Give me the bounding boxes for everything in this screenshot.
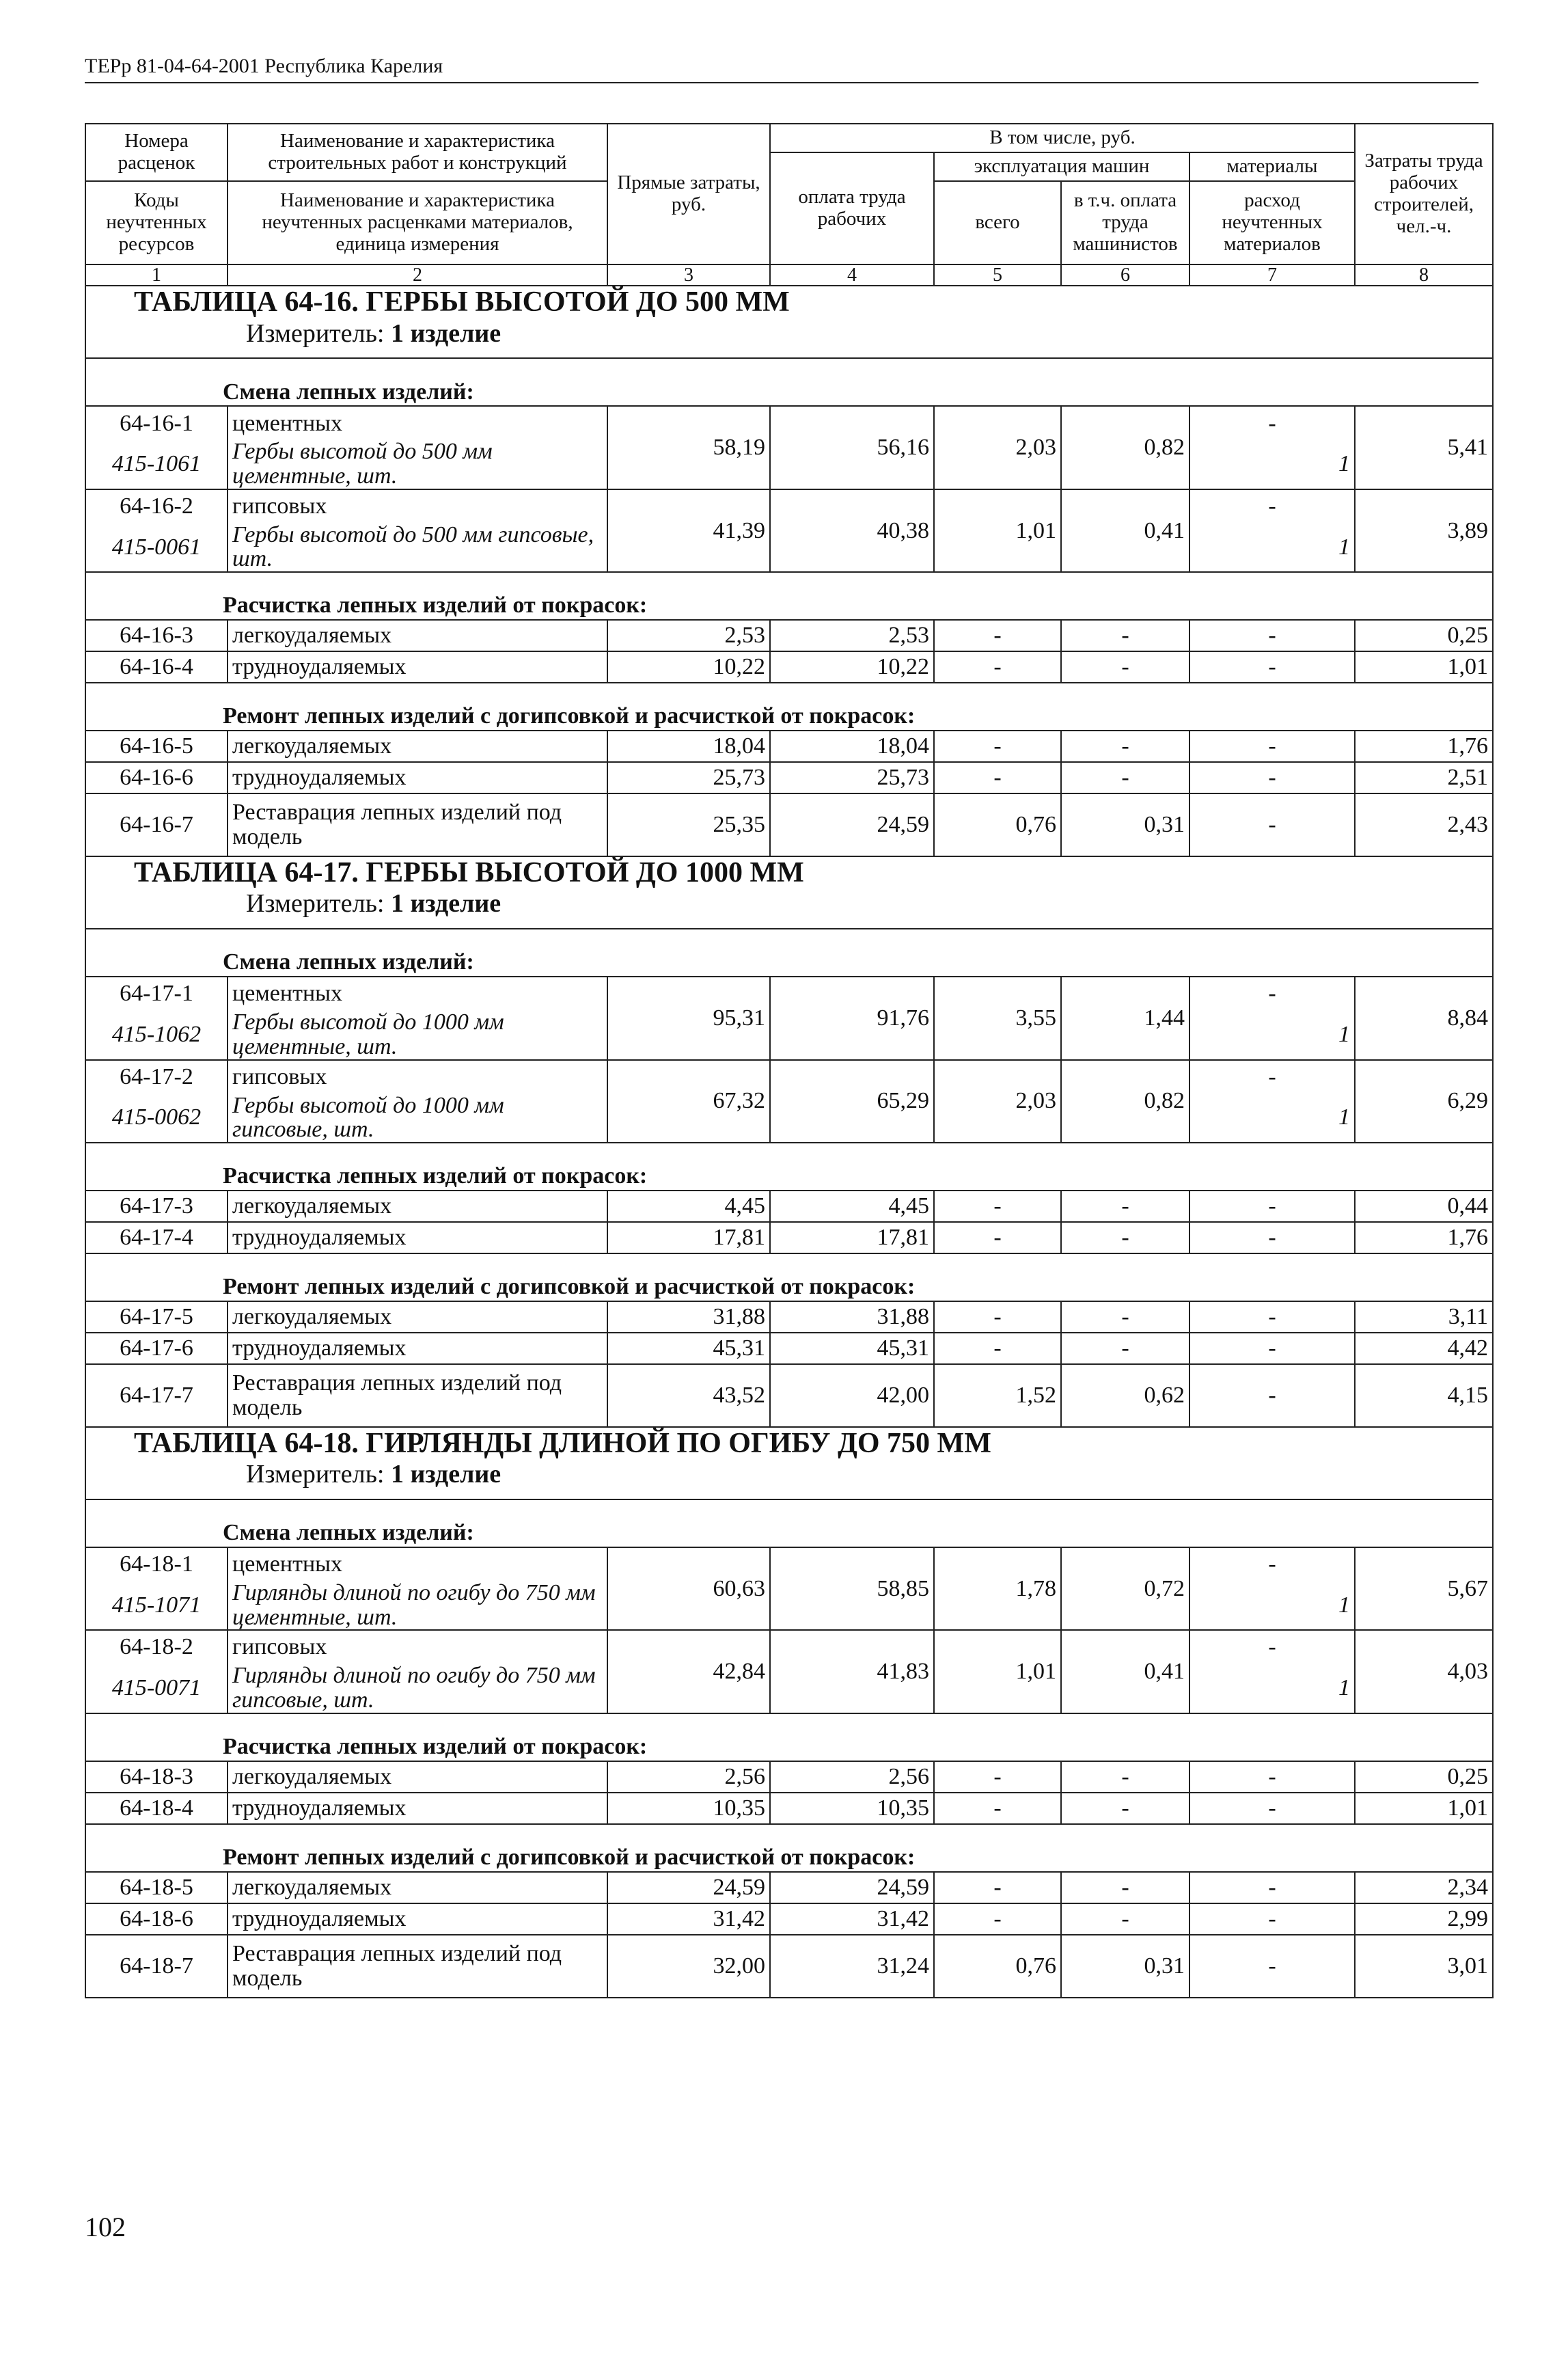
col-machines: эксплуатация машин: [934, 152, 1189, 181]
machines-operators: 0,31: [1061, 1935, 1189, 1998]
labor-pay: 2,53: [770, 620, 934, 651]
direct-costs: 95,31: [607, 977, 770, 1059]
rate-name: легкоудаляемых: [228, 1761, 607, 1793]
table-row: [85, 489, 1493, 523]
materials-use: 1: [1189, 1663, 1355, 1713]
materials-value: -: [1189, 1630, 1355, 1663]
section-label: Ремонт лепных изделий с догипсовкой и расчисткой от покрасок:: [223, 703, 916, 729]
col-materials: материалы: [1189, 152, 1355, 181]
table-row: [85, 1547, 1493, 1581]
materials-value: -: [1189, 1060, 1355, 1093]
labor-hours: 8,84: [1355, 977, 1493, 1059]
direct-costs: 31,42: [607, 1903, 770, 1935]
materials-value: -: [1189, 651, 1355, 683]
labor-hours: 5,67: [1355, 1547, 1493, 1630]
rate-code: 64-18-3: [85, 1761, 228, 1793]
col-machines-total: всего: [934, 181, 1061, 264]
machines-operators: 0,72: [1061, 1547, 1189, 1630]
materials-value: -: [1189, 1793, 1355, 1824]
labor-hours: 4,42: [1355, 1333, 1493, 1364]
machines-operators: 0,31: [1061, 793, 1189, 856]
section-cell: [85, 1824, 1493, 1872]
rates-table: [85, 123, 1494, 1998]
labor-pay: 10,22: [770, 651, 934, 683]
labor-pay: 31,88: [770, 1301, 934, 1333]
rate-name: легкоудаляемых: [228, 620, 607, 651]
section-label: Ремонт лепных изделий с догипсовкой и расчисткой от покрасок:: [223, 1844, 916, 1870]
table-row: [85, 1793, 1493, 1824]
table-row: [85, 651, 1493, 683]
labor-hours: 3,11: [1355, 1301, 1493, 1333]
rate-code: 64-18-6: [85, 1903, 228, 1935]
table-row: [85, 1872, 1493, 1903]
machines-operators: -: [1061, 1872, 1189, 1903]
materials-use: 1: [1189, 1581, 1355, 1630]
machines-operators: 0,82: [1061, 406, 1189, 489]
col-including: В том числе, руб.: [770, 124, 1355, 152]
rate-name: трудноудаляемых: [228, 1333, 607, 1364]
table-measure: [86, 1459, 1492, 1491]
section-cell: [85, 929, 1493, 977]
materials-value: -: [1189, 1364, 1355, 1427]
labor-hours: 1,76: [1355, 731, 1493, 762]
section-cell: [85, 683, 1493, 731]
rate-name: трудноудаляемых: [228, 1222, 607, 1253]
unaccounted-name: Гербы высотой до 1000 мм гипсовые, шт.: [228, 1093, 607, 1143]
measure-value: 1 изделие: [391, 889, 501, 919]
labor-hours: 3,01: [1355, 1935, 1493, 1998]
labor-pay: 31,24: [770, 1935, 934, 1998]
section-row: [85, 358, 1493, 406]
labor-pay: 42,00: [770, 1364, 934, 1427]
machines-total: 0,76: [934, 1935, 1061, 1998]
machines-total: -: [934, 1872, 1061, 1903]
machines-total: 0,76: [934, 793, 1061, 856]
materials-use: 1: [1189, 439, 1355, 489]
unaccounted-code: 415-1071: [85, 1581, 228, 1630]
machines-total: -: [934, 1793, 1061, 1824]
column-number: 3: [607, 264, 770, 286]
direct-costs: 10,22: [607, 651, 770, 683]
rate-name: гипсовых: [228, 1630, 607, 1663]
document-header: ТЕРр 81-04-64-2001 Республика Карелия: [85, 55, 1478, 83]
direct-costs: 42,84: [607, 1630, 770, 1713]
unaccounted-code: 415-0061: [85, 523, 228, 572]
machines-total: 1,01: [934, 489, 1061, 572]
machines-total: -: [934, 1222, 1061, 1253]
machines-operators: -: [1061, 1903, 1189, 1935]
unaccounted-name: Гербы высотой до 500 мм гипсовые, шт.: [228, 523, 607, 572]
section-cell: [85, 1499, 1493, 1547]
table-row: [85, 1364, 1493, 1427]
direct-costs: 25,73: [607, 762, 770, 793]
direct-costs: 18,04: [607, 731, 770, 762]
section-label: Расчистка лепных изделий от покрасок:: [223, 1733, 648, 1759]
direct-costs: 25,35: [607, 793, 770, 856]
machines-operators: -: [1061, 1301, 1189, 1333]
measure-value: 1 изделие: [391, 1460, 501, 1489]
labor-hours: 2,51: [1355, 762, 1493, 793]
labor-hours: 2,99: [1355, 1903, 1493, 1935]
rate-name: легкоудаляемых: [228, 1301, 607, 1333]
machines-operators: 0,41: [1061, 1630, 1189, 1713]
section-label: Смена лепных изделий:: [223, 1520, 474, 1546]
unaccounted-code: 415-1062: [85, 1010, 228, 1059]
table-header: [85, 124, 1493, 286]
column-number: 5: [934, 264, 1061, 286]
unaccounted-name: Гирлянды длиной по огибу до 750 мм гипсовые, шт.: [228, 1663, 607, 1713]
materials-value: -: [1189, 1761, 1355, 1793]
table-row: [85, 1333, 1493, 1364]
table-title: ТАБЛИЦА 64-16. ГЕРБЫ ВЫСОТОЙ ДО 500 ММ: [134, 286, 790, 318]
table-title-row: [85, 286, 1493, 358]
section-row: [85, 1143, 1493, 1191]
table-title-row: [85, 856, 1493, 929]
machines-operators: 0,41: [1061, 489, 1189, 572]
rate-code: 64-18-1: [85, 1547, 228, 1581]
materials-use: 1: [1189, 523, 1355, 572]
rate-name: легкоудаляемых: [228, 731, 607, 762]
rate-code: 64-16-2: [85, 489, 228, 523]
labor-pay: 91,76: [770, 977, 934, 1059]
machines-operators: -: [1061, 1222, 1189, 1253]
rate-code: 64-17-5: [85, 1301, 228, 1333]
machines-total: 1,01: [934, 1630, 1061, 1713]
rate-name: трудноудаляемых: [228, 1903, 607, 1935]
section-label: Расчистка лепных изделий от покрасок:: [223, 593, 648, 619]
labor-pay: 2,56: [770, 1761, 934, 1793]
table-row: [85, 406, 1493, 439]
labor-hours: 2,34: [1355, 1872, 1493, 1903]
table-row: [85, 1301, 1493, 1333]
column-numbers-row: [85, 264, 1493, 286]
labor-pay: 18,04: [770, 731, 934, 762]
table-row: [85, 1060, 1493, 1093]
rate-name: легкоудаляемых: [228, 1191, 607, 1222]
table-title-row: [85, 1427, 1493, 1499]
rate-code: 64-18-2: [85, 1630, 228, 1663]
labor-hours: 0,44: [1355, 1191, 1493, 1222]
materials-value: -: [1189, 1935, 1355, 1998]
machines-total: -: [934, 1333, 1061, 1364]
table-title-cell: [85, 856, 1493, 929]
machines-operators: 0,82: [1061, 1060, 1189, 1143]
unaccounted-name: Гирлянды длиной по огибу до 750 мм цементные, шт.: [228, 1581, 607, 1630]
unaccounted-name: Гербы высотой до 1000 мм цементные, шт.: [228, 1010, 607, 1059]
labor-hours: 4,03: [1355, 1630, 1493, 1713]
table-row: [85, 1630, 1493, 1663]
section-label: Ремонт лепных изделий с догипсовкой и расчисткой от покрасок:: [223, 1274, 916, 1300]
table-title-cell: [85, 1427, 1493, 1499]
section-row: [85, 1253, 1493, 1301]
labor-pay: 25,73: [770, 762, 934, 793]
machines-total: -: [934, 620, 1061, 651]
labor-hours: 1,01: [1355, 1793, 1493, 1824]
column-number: 7: [1189, 264, 1355, 286]
labor-pay: 24,59: [770, 793, 934, 856]
materials-value: -: [1189, 1333, 1355, 1364]
measure-value: 1 изделие: [391, 318, 501, 348]
rate-name: цементных: [228, 406, 607, 439]
labor-pay: 17,81: [770, 1222, 934, 1253]
rate-code: 64-16-1: [85, 406, 228, 439]
machines-total: -: [934, 762, 1061, 793]
table-body: [85, 286, 1493, 1997]
labor-pay: 58,85: [770, 1547, 934, 1630]
column-number: 4: [770, 264, 934, 286]
table-row: [85, 1903, 1493, 1935]
col-labor-costs: Затраты труда рабочих строителей, чел.-ч.: [1355, 124, 1493, 264]
labor-pay: 10,35: [770, 1793, 934, 1824]
direct-costs: 10,35: [607, 1793, 770, 1824]
rate-code: 64-16-4: [85, 651, 228, 683]
machines-operators: -: [1061, 1761, 1189, 1793]
materials-value: -: [1189, 1872, 1355, 1903]
labor-hours: 3,89: [1355, 489, 1493, 572]
materials-value: -: [1189, 793, 1355, 856]
machines-total: 2,03: [934, 1060, 1061, 1143]
rate-code: 64-18-7: [85, 1935, 228, 1998]
table-row: [85, 1191, 1493, 1222]
unaccounted-code: 415-0062: [85, 1093, 228, 1143]
machines-operators: 0,62: [1061, 1364, 1189, 1427]
materials-value: -: [1189, 1547, 1355, 1581]
table-title-cell: [85, 286, 1493, 358]
rate-code: 64-18-4: [85, 1793, 228, 1824]
measure-label: Измеритель:: [246, 1460, 385, 1489]
machines-operators: -: [1061, 1191, 1189, 1222]
section-label: Смена лепных изделий:: [223, 379, 474, 405]
table-measure: [86, 318, 1492, 350]
rate-name: гипсовых: [228, 489, 607, 523]
machines-total: -: [934, 1903, 1061, 1935]
machines-operators: -: [1061, 1333, 1189, 1364]
labor-hours: 2,43: [1355, 793, 1493, 856]
machines-operators: -: [1061, 651, 1189, 683]
machines-total: -: [934, 731, 1061, 762]
table-row: [85, 731, 1493, 762]
section-cell: [85, 1713, 1493, 1761]
labor-pay: 24,59: [770, 1872, 934, 1903]
rate-name: цементных: [228, 977, 607, 1010]
table-title: ТАБЛИЦА 64-17. ГЕРБЫ ВЫСОТОЙ ДО 1000 ММ: [134, 857, 804, 889]
section-cell: [85, 572, 1493, 620]
col-machines-operators: в т.ч. оплата труда машинистов: [1061, 181, 1189, 264]
direct-costs: 24,59: [607, 1872, 770, 1903]
col-labor-pay: оплата труда рабочих: [770, 152, 934, 264]
rate-code: 64-16-6: [85, 762, 228, 793]
column-number: 8: [1355, 264, 1493, 286]
labor-pay: 65,29: [770, 1060, 934, 1143]
machines-total: 1,52: [934, 1364, 1061, 1427]
direct-costs: 60,63: [607, 1547, 770, 1630]
rate-name: гипсовых: [228, 1060, 607, 1093]
labor-pay: 41,83: [770, 1630, 934, 1713]
materials-value: -: [1189, 489, 1355, 523]
rate-code: 64-16-3: [85, 620, 228, 651]
rate-name: цементных: [228, 1547, 607, 1581]
table-row: [85, 620, 1493, 651]
rate-name: трудноудаляемых: [228, 651, 607, 683]
materials-value: -: [1189, 1903, 1355, 1935]
col-unaccounted-codes: Коды неучтенных ресурсов: [85, 181, 228, 264]
labor-pay: 40,38: [770, 489, 934, 572]
machines-operators: -: [1061, 1793, 1189, 1824]
labor-pay: 56,16: [770, 406, 934, 489]
section-row: [85, 1713, 1493, 1761]
unaccounted-code: 415-1061: [85, 439, 228, 489]
labor-hours: 1,01: [1355, 651, 1493, 683]
direct-costs: 31,88: [607, 1301, 770, 1333]
rate-code: 64-17-4: [85, 1222, 228, 1253]
materials-use: 1: [1189, 1093, 1355, 1143]
rate-name: трудноудаляемых: [228, 1793, 607, 1824]
direct-costs: 4,45: [607, 1191, 770, 1222]
machines-total: 3,55: [934, 977, 1061, 1059]
col-rate-numbers: Номера расценок: [85, 124, 228, 181]
materials-value: -: [1189, 406, 1355, 439]
table-row: [85, 762, 1493, 793]
measure-label: Измеритель:: [246, 889, 385, 919]
labor-pay: 31,42: [770, 1903, 934, 1935]
col-materials-use: расход неучтенных материалов: [1189, 181, 1355, 264]
materials-value: -: [1189, 1222, 1355, 1253]
machines-operators: -: [1061, 762, 1189, 793]
section-cell: [85, 1143, 1493, 1191]
machines-total: -: [934, 1761, 1061, 1793]
unaccounted-code: 415-0071: [85, 1663, 228, 1713]
section-row: [85, 929, 1493, 977]
materials-use: 1: [1189, 1010, 1355, 1059]
labor-pay: 45,31: [770, 1333, 934, 1364]
section-cell: [85, 358, 1493, 406]
section-row: [85, 683, 1493, 731]
section-label: Смена лепных изделий:: [223, 949, 474, 975]
direct-costs: 17,81: [607, 1222, 770, 1253]
machines-operators: 1,44: [1061, 977, 1189, 1059]
column-number: 6: [1061, 264, 1189, 286]
labor-hours: 0,25: [1355, 1761, 1493, 1793]
direct-costs: 67,32: [607, 1060, 770, 1143]
rate-code: 64-18-5: [85, 1872, 228, 1903]
materials-value: -: [1189, 1191, 1355, 1222]
labor-hours: 4,15: [1355, 1364, 1493, 1427]
col-direct-costs: Прямые затраты, руб.: [607, 124, 770, 264]
table-row: [85, 1222, 1493, 1253]
materials-value: -: [1189, 762, 1355, 793]
direct-costs: 2,56: [607, 1761, 770, 1793]
rate-code: 64-17-6: [85, 1333, 228, 1364]
unaccounted-name: Гербы высотой до 500 мм цементные, шт.: [228, 439, 607, 489]
materials-value: -: [1189, 977, 1355, 1010]
table-measure: [86, 888, 1492, 920]
direct-costs: 45,31: [607, 1333, 770, 1364]
column-number: 1: [85, 264, 228, 286]
direct-costs: 58,19: [607, 406, 770, 489]
direct-costs: 41,39: [607, 489, 770, 572]
machines-total: -: [934, 1191, 1061, 1222]
rate-name: легкоудаляемых: [228, 1872, 607, 1903]
rate-code: 64-16-5: [85, 731, 228, 762]
section-row: [85, 1499, 1493, 1547]
machines-total: -: [934, 651, 1061, 683]
table-row: [85, 1761, 1493, 1793]
section-row: [85, 572, 1493, 620]
machines-total: -: [934, 1301, 1061, 1333]
machines-total: 1,78: [934, 1547, 1061, 1630]
rate-name: Реставрация лепных изделий под модель: [228, 1935, 607, 1998]
page-number: 102: [85, 2212, 126, 2242]
materials-value: -: [1189, 731, 1355, 762]
rate-code: 64-16-7: [85, 793, 228, 856]
rate-code: 64-17-3: [85, 1191, 228, 1222]
table-row: [85, 1935, 1493, 1998]
table-title: ТАБЛИЦА 64-18. ГИРЛЯНДЫ ДЛИНОЙ ПО ОГИБУ ДО 750 ММ: [134, 1427, 991, 1459]
rate-name: Реставрация лепных изделий под модель: [228, 793, 607, 856]
col-unaccounted-names: Наименование и характеристика неучтенных расценками материалов, единица измерения: [228, 181, 607, 264]
table-row: [85, 977, 1493, 1010]
labor-hours: 1,76: [1355, 1222, 1493, 1253]
rate-name: Реставрация лепных изделий под модель: [228, 1364, 607, 1427]
table-row: [85, 793, 1493, 856]
labor-hours: 6,29: [1355, 1060, 1493, 1143]
section-row: [85, 1824, 1493, 1872]
machines-total: 2,03: [934, 406, 1061, 489]
machines-operators: -: [1061, 620, 1189, 651]
labor-hours: 5,41: [1355, 406, 1493, 489]
direct-costs: 43,52: [607, 1364, 770, 1427]
col-work-name: Наименование и характеристика строительных работ и конструкций: [228, 124, 607, 181]
direct-costs: 2,53: [607, 620, 770, 651]
machines-operators: -: [1061, 731, 1189, 762]
labor-hours: 0,25: [1355, 620, 1493, 651]
measure-label: Измеритель:: [246, 318, 385, 348]
direct-costs: 32,00: [607, 1935, 770, 1998]
rate-code: 64-17-7: [85, 1364, 228, 1427]
rate-name: трудноудаляемых: [228, 762, 607, 793]
section-label: Расчистка лепных изделий от покрасок:: [223, 1163, 648, 1189]
section-cell: [85, 1253, 1493, 1301]
rate-code: 64-17-2: [85, 1060, 228, 1093]
labor-pay: 4,45: [770, 1191, 934, 1222]
materials-value: -: [1189, 620, 1355, 651]
column-number: 2: [228, 264, 607, 286]
materials-value: -: [1189, 1301, 1355, 1333]
rate-code: 64-17-1: [85, 977, 228, 1010]
